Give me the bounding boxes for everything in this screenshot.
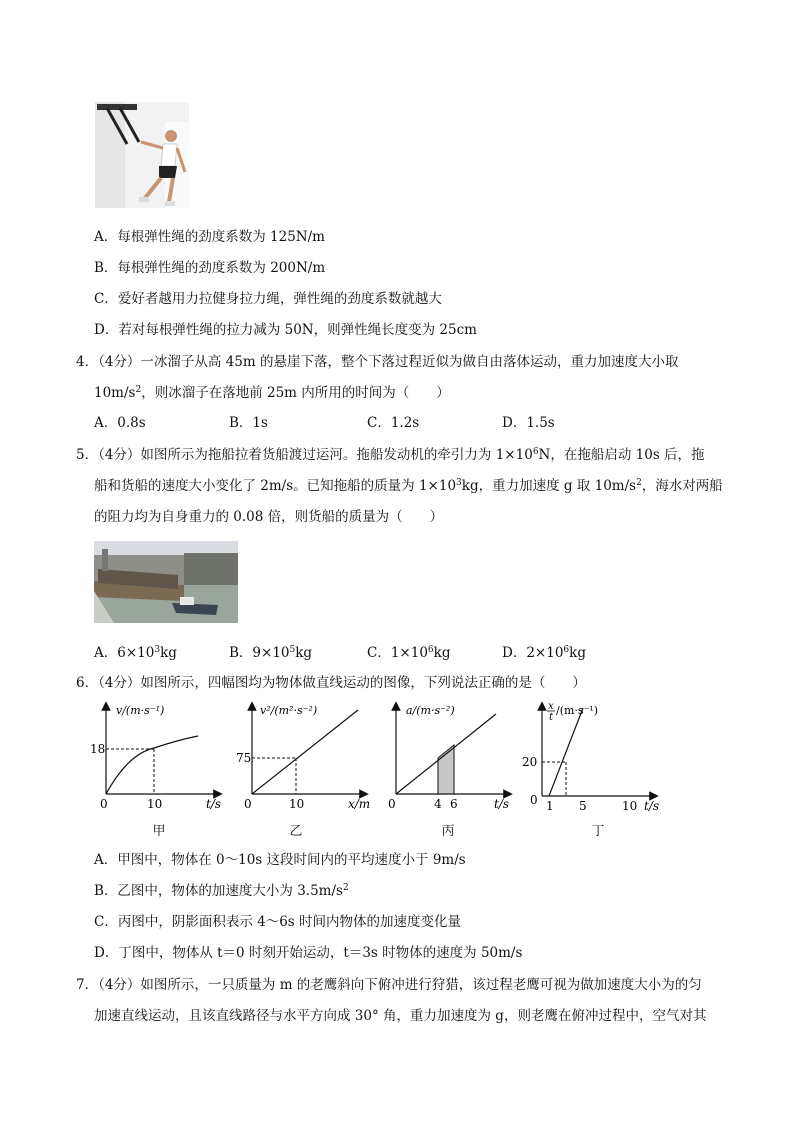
q6-stem-line1: 6．（4分）如图所示，四幅图均为物体做直线运动的图像，下列说法正确的是（ ） <box>76 675 586 691</box>
q3-option-c: C．爱好者越用力拉健身拉力绳，弹性绳的劲度系数就越大 <box>94 291 442 307</box>
graph-yi-ytick: 75 <box>236 751 252 765</box>
graph-jia-xtick: 10 <box>147 797 163 811</box>
graph-yi-xtick: 10 <box>289 797 305 811</box>
graph-jia-origin: 0 <box>100 797 108 811</box>
graph-ding-ylabel-numerator: x <box>548 701 554 712</box>
q5-option-c: C．$1\times 10^6kg$ <box>367 645 451 661</box>
q4-option-d: D．1.5s <box>502 415 555 431</box>
graph-bing-xtick-4: 4 <box>434 797 442 811</box>
graph-bing-xlabel: t/s <box>494 797 510 811</box>
q5-stem-line1: 5．（4分）如图所示为拖船拉着货船渡过运河。拖船发动机的牵引力为 $1\times 10^6N$，在拖船启动 10s 后，拖 <box>76 447 705 463</box>
q6-option-c: C．丙图中，阴影面积表示 4～6s 时间内物体的加速度变化量 <box>94 914 462 930</box>
graph-jia <box>88 700 228 812</box>
q3-option-a: A．每根弹性绳的劲度系数为 125N/m <box>94 229 325 245</box>
q3-option-b: B．每根弹性绳的劲度系数为 200N/m <box>94 260 326 276</box>
q4-option-b: B．1s <box>229 415 268 431</box>
graph-jia-caption: 甲 <box>152 824 166 839</box>
graph-jia-ytick: 18 <box>90 742 106 756</box>
graph-bing <box>386 700 526 812</box>
q3-option-d: D．若对每根弹性绳的拉力减为 50N，则弹性绳长度变为 25cm <box>94 322 477 338</box>
q7-stem-line1: 7．（4分）如图所示，一只质量为 m 的老鹰斜向下俯冲进行狩猎，该过程老鹰可视为做加速度大小为的匀 <box>76 977 702 993</box>
graph-ding-xtick-10: 10 <box>622 799 638 813</box>
q6-option-a: A．甲图中，物体在 0～10s 这段时间内的平均速度小于 9m/s <box>94 852 466 868</box>
graph-yi-xlabel: x/m <box>348 797 371 811</box>
graph-bing-ylabel: a/(m·s⁻²) <box>406 704 455 717</box>
q4-option-c: C．1.2s <box>367 415 420 431</box>
graph-bing-caption: 丙 <box>441 824 455 839</box>
q4-stem-line2: $10m/s^2$，则冰溜子在落地前 25m 内所用的时间为（ ） <box>94 385 450 401</box>
q4-option-a: A．0.8s <box>94 415 146 431</box>
graph-ding-xtick-1: 1 <box>546 799 554 813</box>
q5-option-a: A．$6\times 10^3kg$ <box>94 645 177 661</box>
graph-yi-ylabel: v²/(m²·s⁻²) <box>260 704 318 717</box>
graph-bing-xtick-6: 6 <box>450 797 458 811</box>
fitness-rope-photo <box>95 102 189 208</box>
q5-stem-line2: 船和货船的速度大小变化了 2m/s。已知拖船的质量为 $1\times 10^3kg$，重力加速度 g 取 $10m/s^2$，海水对两船 <box>94 478 723 494</box>
barge-photo <box>94 541 238 623</box>
q7-stem-line2: 加速直线运动，且该直线路径与水平方向成 30° 角，重力加速度为 g，则老鹰在俯冲过程中，空气对其 <box>94 1008 707 1024</box>
q5-option-b: B．$9\times 10^5kg$ <box>229 645 313 661</box>
graph-ding-xlabel: t/s <box>644 799 660 813</box>
graph-jia-xlabel: t/s <box>206 797 222 811</box>
q5-option-d: D．$2\times 10^6kg$ <box>502 645 586 661</box>
graph-ding-ylabel-denominator: t <box>549 712 554 723</box>
q5-stem-line3: 的阻力均为自身重力的 0.08 倍，则货船的质量为（ ） <box>94 509 444 525</box>
graph-yi <box>236 700 380 812</box>
graph-ding <box>522 700 666 813</box>
q4-stem-line1: 4．（4分）一冰溜子从高 45m 的悬崖下落，整个下落过程近似为做自由落体运动，重力加速度大小取 <box>76 354 679 370</box>
q6-option-d: D．丁图中，物体从 t＝0 时刻开始运动，t＝3s 时物体的速度为 50m/s <box>94 945 523 961</box>
graph-ding-ytick: 20 <box>522 755 538 769</box>
q6-option-b: B．乙图中，物体的加速度大小为 $3.5m/s^2$ <box>94 883 349 899</box>
graph-ding-caption: 丁 <box>591 824 605 839</box>
graph-ding-origin: 0 <box>530 793 538 807</box>
graph-yi-caption: 乙 <box>289 824 303 839</box>
graph-jia-ylabel: v/(m·s⁻¹) <box>116 704 165 717</box>
graph-ding-ylabel: /(m·s⁻¹) <box>556 704 599 717</box>
graph-ding-xtick-5: 5 <box>579 799 587 813</box>
graph-bing-origin: 0 <box>388 797 396 811</box>
graph-yi-origin: 0 <box>244 797 252 811</box>
